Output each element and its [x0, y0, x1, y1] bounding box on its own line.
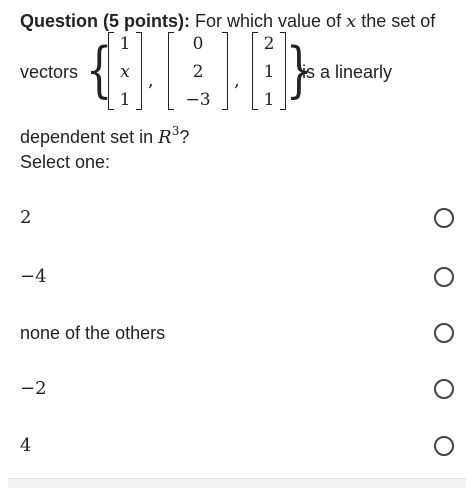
option-label: none of the others	[20, 323, 166, 343]
question-points-label: Question (5 points):	[20, 11, 190, 31]
vector-entry: 1	[263, 90, 275, 110]
bracket-right	[136, 32, 142, 110]
vector-entry: 1	[119, 90, 131, 110]
question-text-part: For which value of	[190, 11, 347, 31]
vector-space-symbol: R	[158, 127, 172, 148]
vectors-label: vectors	[20, 62, 79, 82]
vector-entry: 0	[192, 34, 204, 54]
vector-1	[108, 32, 142, 110]
set-close-brace: }	[285, 35, 313, 105]
answer-option[interactable]	[0, 257, 474, 297]
vector-3	[252, 32, 286, 110]
vector-entry: 1	[119, 34, 131, 54]
question-line-3	[20, 118, 189, 151]
bottom-divider	[8, 478, 466, 488]
vector-entry: 2	[192, 62, 204, 82]
answer-option[interactable]	[0, 313, 474, 353]
option-label: 2	[20, 207, 32, 228]
radio-button[interactable]	[434, 379, 454, 399]
bracket-right	[222, 32, 228, 110]
vector-entry: 1	[263, 62, 275, 82]
radio-button[interactable]	[434, 267, 454, 287]
vector-entry: −3	[185, 90, 211, 110]
radio-button[interactable]	[434, 436, 454, 456]
option-label: −4	[20, 266, 47, 287]
question-text-part: is a linearly	[302, 62, 393, 82]
question-text-part: dependent set in	[20, 127, 159, 147]
vector-entry: x	[120, 62, 130, 82]
radio-button[interactable]	[434, 323, 454, 343]
answer-option[interactable]	[0, 426, 474, 466]
vector-set	[20, 30, 460, 116]
option-label: 4	[20, 435, 32, 456]
vector-space-exponent: 3	[171, 124, 180, 138]
select-one-label: Select one:	[20, 152, 111, 172]
question-variable: x	[346, 11, 357, 32]
vector-entry: 2	[263, 34, 275, 54]
separator-comma: ,	[234, 70, 240, 91]
set-open-brace: {	[85, 35, 113, 105]
question-text-part: ?	[179, 127, 190, 147]
answer-option[interactable]	[0, 369, 474, 409]
radio-button[interactable]	[434, 208, 454, 228]
option-label: −2	[20, 378, 47, 399]
separator-comma: ,	[148, 70, 154, 91]
answer-option[interactable]	[0, 198, 474, 238]
question-text-part: the set of	[356, 11, 436, 31]
vector-2	[168, 32, 228, 110]
